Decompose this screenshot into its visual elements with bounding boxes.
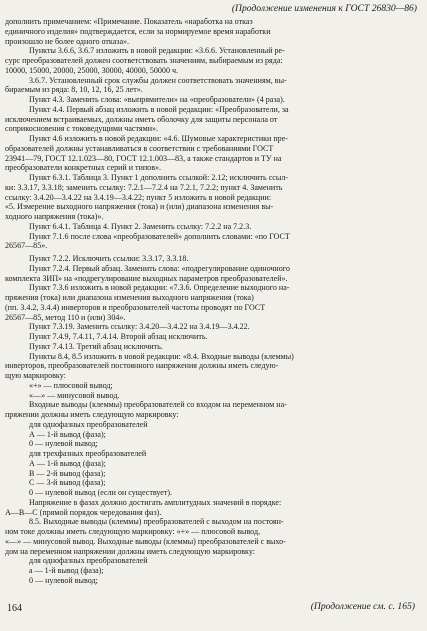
- text-line: преобразователи конкретных серий и типов».: [5, 163, 162, 173]
- text-line: Пункт 4.6 изложить в новой редакции: «4.6. Шумовые характеристики пре-: [29, 134, 288, 143]
- text-line: Пункт 7.2.2. Исключить ссылки: 3.3.17, 3.3.18.: [29, 254, 189, 263]
- text-line: 0 — нулевой вывод;: [29, 575, 98, 585]
- text-line: щую маркировку:: [5, 371, 66, 380]
- text-line: сурс преобразователей должен соответствовать значениям, выбираемым из ряда:: [5, 56, 283, 65]
- continuation-note: (Продолжение см. с. 165): [310, 601, 415, 612]
- text-line: Пункт 6.4.1. Таблица 4. Пункт 2. Заменить ссылку: 7.2.2 на 7.2.3.: [29, 221, 252, 231]
- text-line: (пп. 3.4.2, 3.4.4) инверторов и преобразователей частоты проводят по ГОСТ: [5, 302, 266, 312]
- document-body: [5, 17, 417, 586]
- text-line: комплекта ЗИП» на «подрегулирование выходных параметров преобразователей».: [5, 273, 288, 283]
- text-line: Пункт 7.4.9, 7.4.11, 7.4.14. Второй абзац исключить.: [29, 332, 208, 341]
- text-line: «5. Измерение выходного напряжения (тока) и (или) диапазона изменения вы-: [5, 202, 274, 212]
- text-line: 10000, 15000, 20000, 25000, 30000, 40000, 50000 ч.: [5, 65, 179, 75]
- text-line: Пункты 8.4, 8.5 изложить в новой редакции: «8.4. Входные выводы (клеммы): [29, 351, 294, 361]
- text-line: для однофазных преобразователей: [29, 419, 148, 429]
- text-line: 3.6.7. Установленный срок службы должен соответствовать значениям, вы-: [29, 75, 287, 85]
- text-line: Пункт 4.4. Первый абзац изложить в новой редакции: «Преобразователи, за: [29, 104, 289, 114]
- text-line: а — 1-й вывод (фаза);: [29, 566, 104, 575]
- text-line: 23941—79, ГОСТ 12.1.023—80, ГОСТ 12.1.003—83, а также стандартов и ТУ на: [5, 153, 282, 163]
- text-line: ссылку: 3.4.20—3.4.22 на 3.4.19—3.4.22; пункт 5 изложить в новой редакции:: [5, 192, 272, 202]
- text-line: дом на переменном напряжении должны иметь следующую маркировку:: [5, 546, 255, 556]
- text-line: 0 — нулевой вывод (если он существует).: [29, 488, 173, 497]
- text-line: единичного изделия» подтверждается, если за нормируемое время наработки: [5, 26, 271, 36]
- text-line: 26567—85, метод 110 и (или) 304».: [5, 312, 126, 322]
- text-line: А — 1-й вывод (фаза);: [29, 429, 106, 439]
- text-line: «—» — минусовой вывод. Выходные выводы (клеммы) преобразователей с выхо-: [5, 536, 286, 546]
- text-line: Пункт 6.3.1. Таблица 3. Пункт 1 дополнить ссылкой: 2.12; исключить ссыл-: [29, 173, 288, 182]
- text-line: 26567—85».: [5, 241, 48, 251]
- text-line: Пункт 7.3.6 изложить в новой редакции: «7.3.6. Определение выходного на-: [29, 283, 290, 293]
- text-line: произошло не более одного отказа».: [5, 36, 130, 46]
- page-number: 164: [7, 603, 22, 614]
- text-line: 8.5. Выходные выводы (клеммы) преобразователей с выходом на постоян-: [29, 517, 284, 527]
- text-line: образователей должны устанавливаться в соответствии с требованиями ГОСТ: [5, 143, 274, 153]
- text-line: пряжения (тока) или диапазона изменения выходного напряжения (тока): [5, 293, 254, 302]
- text-line: 0 — нулевой вывод;: [29, 439, 98, 449]
- text-line: ки: 3.3.17, 3.3.18; заменить ссылку: 7.2.1—7.2.4 на 7.2.1, 7.2.2; пункт 4. Заменить: [5, 182, 283, 192]
- text-line: для однофазных преобразователей: [29, 556, 148, 566]
- text-line: Входные выводы (клеммы) преобразователей со входом на переменном на-: [29, 400, 287, 410]
- text-line: А — 1-й вывод (фаза);: [29, 458, 106, 468]
- text-line: дополнить примечанием: «Примечание. Показатель «наработка на отказ: [5, 17, 253, 26]
- text-line: ходного напряжения (тока)».: [5, 212, 104, 221]
- text-line: ном токе должны иметь следующую маркировку: «+» — плюсовой вывод,: [5, 527, 261, 536]
- text-line: Пункт 7.3.19. Заменить ссылку: 3.4.20—3.4.22 на 3.4.19—3.4.22.: [29, 322, 250, 332]
- text-line: пряжении должны иметь следующую маркировку:: [5, 410, 179, 419]
- text-line: С — 3-й вывод (фаза);: [29, 478, 106, 488]
- text-line: Пункт 7.1.6 после слова «преобразователей» дополнить словами: «по ГОСТ: [29, 231, 290, 241]
- text-line: инверторов, преобразователей постоянного напряжения должны иметь следую-: [5, 361, 279, 371]
- text-line: Пункт 7.2.4. Первый абзац. Заменить слова: «подрегулирование одиночного: [29, 263, 290, 273]
- text-line: бираемым из ряда: 8, 10, 12, 16, 25 лет».: [5, 85, 143, 95]
- text-line: Напряжение в фазах должно достигать амплитудных значений в порядке:: [29, 497, 282, 507]
- text-line: «+» — плюсовой вывод;: [29, 380, 113, 390]
- text-line: «—» — минусовой вывод.: [29, 390, 120, 400]
- text-line: Пункты 3.6.6, 3.6.7 изложить в новой редакции: «3.6.6. Установленный ре-: [29, 46, 285, 56]
- text-line: исключением встраиваемых, должны иметь оболочку для защиты персонала от: [5, 114, 278, 124]
- text-line: В — 2-й вывод (фаза);: [29, 468, 106, 478]
- text-line: для трехфазных преобразователей: [29, 449, 147, 458]
- text-line: Пункт 7.4.13. Третий абзац исключить.: [29, 341, 163, 351]
- text-line: соприкосновения с токоведущими частями».: [5, 124, 159, 134]
- text-line: Пункт 4.3. Заменить слова: «выпрямители» на «преобразователи» (4 раза).: [29, 95, 285, 104]
- page-header: (Продолжение изменения к ГОСТ 26830—86): [231, 3, 417, 14]
- text-line: А—В—С (прямой порядок чередования фаз).: [5, 507, 162, 517]
